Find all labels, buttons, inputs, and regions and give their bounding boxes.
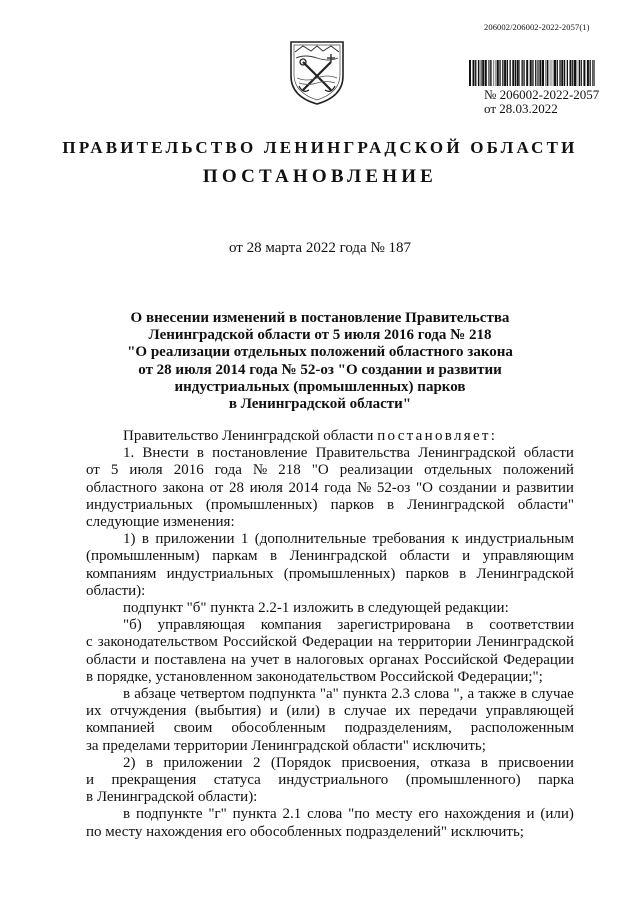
text-line: следующие изменения: xyxy=(86,514,235,531)
text-line: 2) в приложении 2 (Порядок присвоения, отказа в присвоении xyxy=(123,754,574,771)
title-line: "О реализации отдельных положений областного закона xyxy=(127,344,513,361)
text-line: 1) в приложении 1 (дополнительные требования к индустриальным xyxy=(123,531,574,548)
document-body xyxy=(86,428,574,841)
intro-prefix: Правительство Ленинградской области xyxy=(123,428,374,444)
text-line: подпункт "б" пункта 2.2-1 изложить в следующей редакции: xyxy=(123,600,509,617)
resolution-date-number: от 28 марта 2022 года № 187 xyxy=(228,240,412,256)
text-line: их отчуждения (выбытия) и (или) в случае их передачи управляющей xyxy=(86,703,574,720)
text-line: в порядке, установленном законодательством Российской Федерации;"; xyxy=(86,668,543,685)
text-line: (промышленным) паркам в Ленинградской области и управляющим xyxy=(86,548,574,565)
document-title xyxy=(110,310,530,413)
text-line: по месту нахождения его обособленных подразделений" исключить; xyxy=(86,823,524,840)
title-line: Ленинградской области от 5 июля 2016 года № 218 xyxy=(148,327,492,344)
title-line: в Ленинградской области" xyxy=(228,396,412,413)
registration-number: № 206002-2022-2057 xyxy=(484,87,600,102)
text-line: компаниям индустриальных (промышленных) парков в Ленинградской xyxy=(86,565,574,582)
intro-decree-word: постановляет: xyxy=(377,428,498,444)
intro-line xyxy=(86,428,574,445)
text-line: от 5 июля 2016 года № 218 "О реализации отдельных положений xyxy=(86,462,574,479)
text-line: в подпункте "г" пункта 2.1 слова "по месту его нахождения и (или) xyxy=(123,806,574,823)
title-line: от 28 июля 2014 года № 52-оз "О создании и развитии xyxy=(138,361,502,378)
title-line: индустриальных (промышленных) парков xyxy=(174,378,466,395)
document-type: ПОСТАНОВЛЕНИЕ xyxy=(202,166,438,187)
text-line: области и поставлена на учет в налоговых органах Российской Федерации xyxy=(86,651,574,668)
registration-date: от 28.03.2022 xyxy=(484,101,558,116)
text-line: и прекращения статуса индустриального (промышленного) парка xyxy=(86,772,574,789)
text-line: области): xyxy=(86,582,146,599)
text-line: с законодательством Российской Федерации на территории Ленинградской xyxy=(86,634,574,651)
registration-code: 206002/206002-2022-2057(1) xyxy=(484,22,590,32)
text-line: в абзаце четвертом подпункта "а" пункта 2.3 слова ", а также в случае xyxy=(123,686,574,703)
text-line: "б) управляющая компания зарегистрирована в соответствии xyxy=(123,617,574,634)
text-line: индустриальных (промышленных) парков в Ленинградской области" xyxy=(86,496,574,513)
title-line: О внесении изменений в постановление Правительства xyxy=(130,310,510,326)
text-line: за пределами территории Ленинградской области" исключить; xyxy=(86,737,486,754)
barcode-icon xyxy=(469,60,597,86)
text-line: областного закона от 28 июля 2014 года № 52-оз "О создании и развитии xyxy=(86,479,574,496)
government-title: ПРАВИТЕЛЬСТВО ЛЕНИНГРАДСКОЙ ОБЛАСТИ xyxy=(62,138,578,157)
text-line: 1. Внести в постановление Правительства Ленинградской области xyxy=(123,445,574,462)
text-line: в Ленинградской области): xyxy=(86,789,258,806)
text-line: компанией своим обособленным подразделениям, расположенным xyxy=(86,720,574,737)
coat-of-arms-icon xyxy=(285,38,349,106)
